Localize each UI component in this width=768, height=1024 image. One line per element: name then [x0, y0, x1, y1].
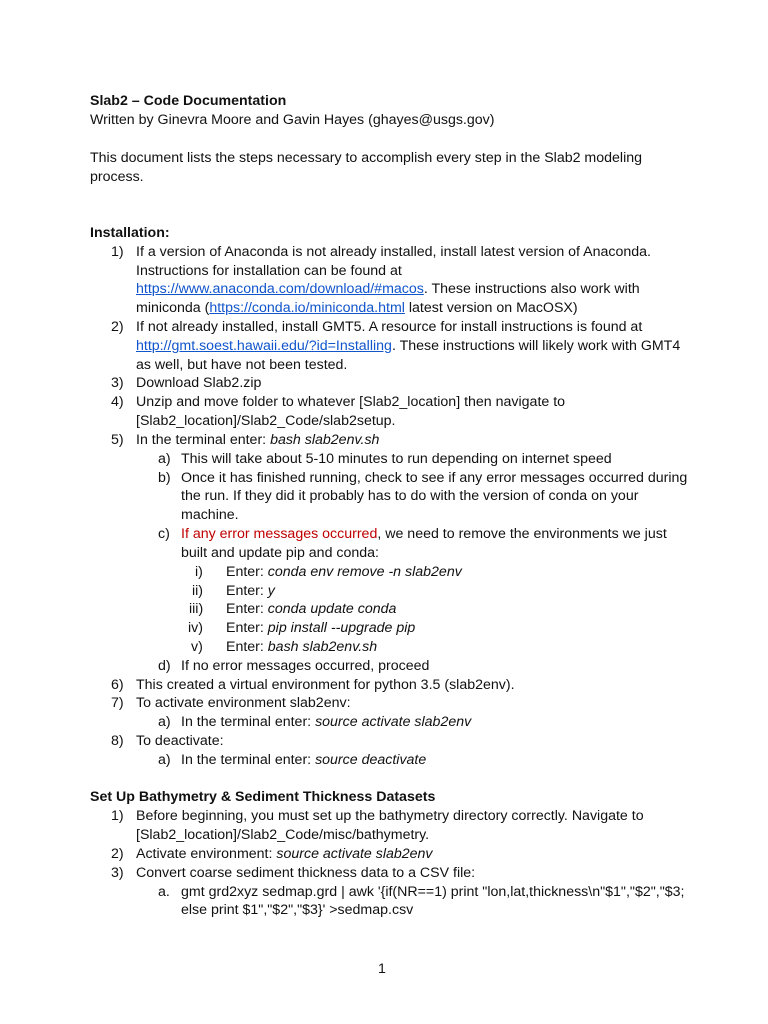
installation-heading: Installation:	[90, 225, 170, 241]
command-text: source activate slab2env	[315, 714, 472, 730]
step-text: If a version of Anaconda is not already installed, install latest version of Anaconda.	[136, 244, 652, 260]
step-text: Before beginning, you must set up the bathymetry directory correctly. Navigate to	[136, 808, 644, 824]
step-text: Download Slab2.zip	[136, 375, 262, 391]
command-text: conda update conda	[267, 601, 397, 617]
roman-item: Enter: bash slab2env.sh	[226, 639, 378, 655]
roman-numeral: i)	[195, 564, 203, 580]
step-text: This created a virtual environment for python 3.5 (slab2env).	[136, 677, 515, 693]
step-text: To activate environment slab2env:	[136, 695, 351, 711]
step-text: Unzip and move folder to whatever [Slab2_location] then navigate to	[136, 394, 566, 410]
substep-text: Once it has finished running, check to see if any error messages occurred during	[181, 470, 688, 486]
command-line: gmt grd2xyz sedmap.grd | awk '{if(NR==1) print "lon,lat,thickness\n"$1","$2","$3;	[181, 884, 685, 900]
substep-text: the run. If they did it probably has to do with the version of conda on your	[181, 488, 639, 504]
substep-letter: a)	[158, 451, 171, 467]
substep-letter: a.	[158, 884, 170, 900]
command-text: bash slab2env.sh	[270, 432, 380, 448]
command-text: bash slab2env.sh	[267, 639, 378, 655]
substep-letter: c)	[158, 526, 170, 542]
error-warning-text: If any error messages occurred	[181, 526, 378, 542]
step-number: 2)	[111, 846, 124, 862]
document-authors: Written by Ginevra Moore and Gavin Hayes (ghayes@usgs.gov)	[90, 112, 495, 128]
page-number: 1	[378, 961, 386, 977]
substep-text: If no error messages occurred, proceed	[181, 658, 430, 674]
gmt-install-link[interactable]: http://gmt.soest.hawaii.edu/?id=Installing	[136, 338, 392, 354]
substep-letter: a)	[158, 714, 171, 730]
substep-text: In the terminal enter: source deactivate	[181, 752, 427, 768]
step-number: 8)	[111, 733, 124, 749]
command-text: source deactivate	[315, 752, 427, 768]
step-text: In the terminal enter: bash slab2env.sh	[136, 432, 380, 448]
roman-item: Enter: y	[226, 583, 275, 599]
step-text: If not already installed, install GMT5. A resource for install instructions is found at	[136, 319, 643, 335]
step-text: http://gmt.soest.hawaii.edu/?id=Installing. These instructions will likely work with GMT4	[136, 338, 681, 354]
roman-item: Enter: conda env remove -n slab2env	[226, 564, 462, 580]
step-text: [Slab2_location]/Slab2_Code/misc/bathymetry.	[136, 827, 430, 843]
roman-item: Enter: pip install --upgrade pip	[226, 620, 416, 636]
command-line: else print $1","$2","$3}' >sedmap.csv	[181, 902, 414, 918]
intro-line-1: This document lists the steps necessary to accomplish every step in the Slab2 modeling	[90, 150, 643, 166]
document-title: Slab2 – Code Documentation	[90, 93, 287, 109]
substep-text: built and update pip and conda:	[181, 545, 380, 561]
step-text: To deactivate:	[136, 733, 224, 749]
roman-numeral: v)	[191, 639, 203, 655]
step-text: as well, but have not been tested.	[136, 357, 348, 373]
step-text: miniconda (https://conda.io/miniconda.html latest version on MacOSX)	[136, 300, 578, 316]
anaconda-download-link[interactable]: https://www.anaconda.com/download/#macos	[136, 281, 424, 297]
substep-letter: d)	[158, 658, 171, 674]
substep-text: machine.	[181, 507, 239, 523]
step-number: 1)	[111, 244, 124, 260]
bathymetry-heading: Set Up Bathymetry & Sediment Thickness Datasets	[90, 789, 436, 805]
command-text: conda env remove -n slab2env	[267, 564, 462, 580]
substep-text: This will take about 5-10 minutes to run depending on internet speed	[181, 451, 612, 467]
command-text: pip install --upgrade pip	[267, 620, 416, 636]
intro-line-2: process.	[90, 169, 144, 185]
step-number: 2)	[111, 319, 124, 335]
command-text: y	[267, 583, 275, 599]
roman-numeral: ii)	[192, 583, 204, 599]
substep-letter: b)	[158, 470, 171, 486]
step-text: [Slab2_location]/Slab2_Code/slab2setup.	[136, 413, 396, 429]
step-number: 5)	[111, 432, 124, 448]
step-text: Instructions for installation can be found at	[136, 263, 402, 279]
step-text: Activate environment: source activate slab2env	[136, 846, 433, 862]
substep-text: In the terminal enter: source activate slab2env	[181, 714, 472, 730]
roman-numeral: iv)	[188, 620, 203, 636]
command-text: source activate slab2env	[276, 846, 433, 862]
step-number: 6)	[111, 677, 124, 693]
roman-item: Enter: conda update conda	[226, 601, 397, 617]
step-text: Convert coarse sediment thickness data to a CSV file:	[136, 865, 476, 881]
step-number: 4)	[111, 394, 124, 410]
substep-letter: a)	[158, 752, 171, 768]
miniconda-link[interactable]: https://conda.io/miniconda.html	[209, 300, 405, 316]
substep-text: If any error messages occurred, we need to remove the environments we just	[181, 526, 667, 542]
step-text: https://www.anaconda.com/download/#macos. These instructions also work with	[136, 281, 640, 297]
step-number: 1)	[111, 808, 124, 824]
step-number: 7)	[111, 695, 124, 711]
step-number: 3)	[111, 865, 124, 881]
roman-numeral: iii)	[189, 601, 204, 617]
step-number: 3)	[111, 375, 124, 391]
